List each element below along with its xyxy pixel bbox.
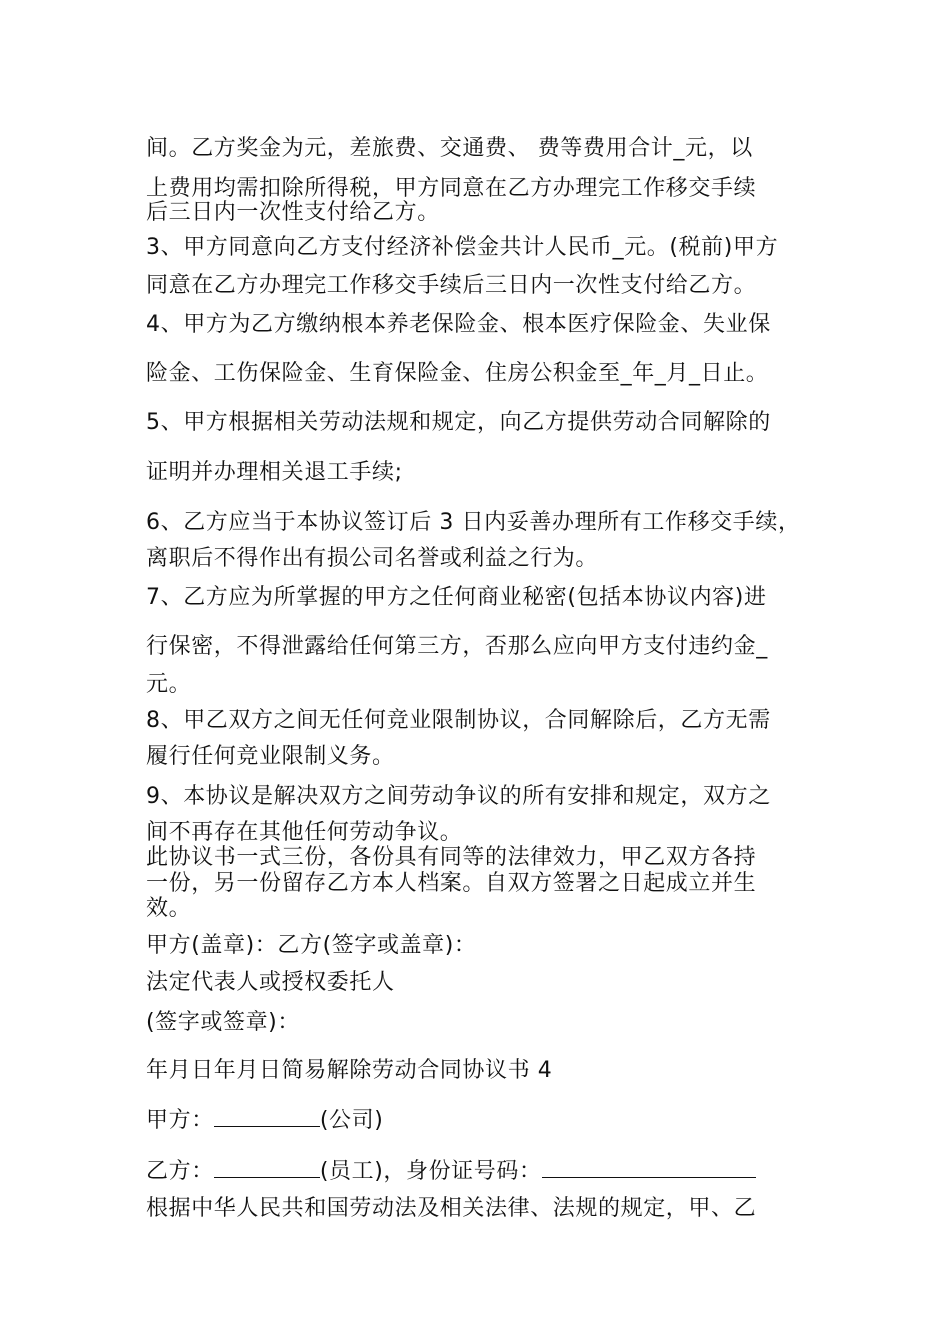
clause-3-line: 3、甲方同意向乙方支付经济补偿金共计人民币_元。(税前)甲方 xyxy=(146,235,779,260)
party-b-blank-field[interactable] xyxy=(214,1157,320,1178)
text-line: 效。 xyxy=(146,896,192,921)
party-a-line xyxy=(146,1106,383,1134)
text-line: 此协议书一式三份，各份具有同等的法律效力，甲乙双方各持 xyxy=(146,845,757,870)
signature-heading: 甲方(盖章)：乙方(签字或盖章)： xyxy=(146,933,477,958)
party-a-blank-field[interactable] xyxy=(214,1106,320,1127)
text-line: 履行任何竞业限制义务。 xyxy=(146,744,395,769)
representative-label: 法定代表人或授权委托人 xyxy=(146,970,395,995)
party-a-label: 甲方： xyxy=(146,1108,214,1133)
clause-5-line: 5、甲方根据相关劳动法规和规定，向乙方提供劳动合同解除的 xyxy=(146,410,771,435)
text-line: 离职后不得作出有损公司名誉或利益之行为。 xyxy=(146,546,599,571)
text-line: 同意在乙方办理完工作移交手续后三日内一次性支付给乙方。 xyxy=(146,273,757,298)
text-line: 间不再存在其他任何劳动争议。 xyxy=(146,820,463,845)
text-line: 证明并办理相关退工手续; xyxy=(146,460,403,485)
party-a-suffix: (公司) xyxy=(319,1108,384,1133)
clause-7-line: 7、乙方应为所掌握的甲方之任何商业秘密(包括本协议内容)进 xyxy=(146,585,767,610)
party-b-line xyxy=(146,1157,756,1185)
text-line: 行保密，不得泄露给任何第三方，否那么应向甲方支付违约金_ xyxy=(146,634,768,659)
text-line: 险金、工伤保险金、生育保险金、住房公积金至_年_月_日止。 xyxy=(146,361,769,386)
text-line: 一份，另一份留存乙方本人档案。自双方签署之日起成立并生 xyxy=(146,871,757,896)
text-line: 间。乙方奖金为元，差旅费、交通费、 费等费用合计_元，以 xyxy=(146,136,753,161)
clause-6-line: 6、乙方应当于本协议签订后 3 日内妥善办理所有工作移交手续， xyxy=(146,510,801,535)
document-title: 年月日年月日简易解除劳动合同协议书 4 xyxy=(146,1058,553,1083)
party-b-label: 乙方： xyxy=(146,1159,214,1184)
clause-9-line: 9、本协议是解决双方之间劳动争议的所有安排和规定，双方之 xyxy=(146,784,771,809)
clause-8-line: 8、甲乙双方之间无任何竞业限制协议，合同解除后，乙方无需 xyxy=(146,708,771,733)
clause-4-line: 4、甲方为乙方缴纳根本养老保险金、根本医疗保险金、失业保 xyxy=(146,312,771,337)
text-line: 元。 xyxy=(146,672,192,697)
text-line: 后三日内一次性支付给乙方。 xyxy=(146,200,440,225)
sign-label: (签字或签章)： xyxy=(146,1010,300,1035)
text-line: 根据中华人民共和国劳动法及相关法律、法规的规定，甲、乙 xyxy=(146,1196,757,1221)
text-line: 上费用均需扣除所得税，甲方同意在乙方办理完工作移交手续 xyxy=(146,176,757,201)
party-b-middle: (员工)，身份证号码： xyxy=(319,1159,542,1184)
id-number-blank-field[interactable] xyxy=(542,1157,756,1178)
